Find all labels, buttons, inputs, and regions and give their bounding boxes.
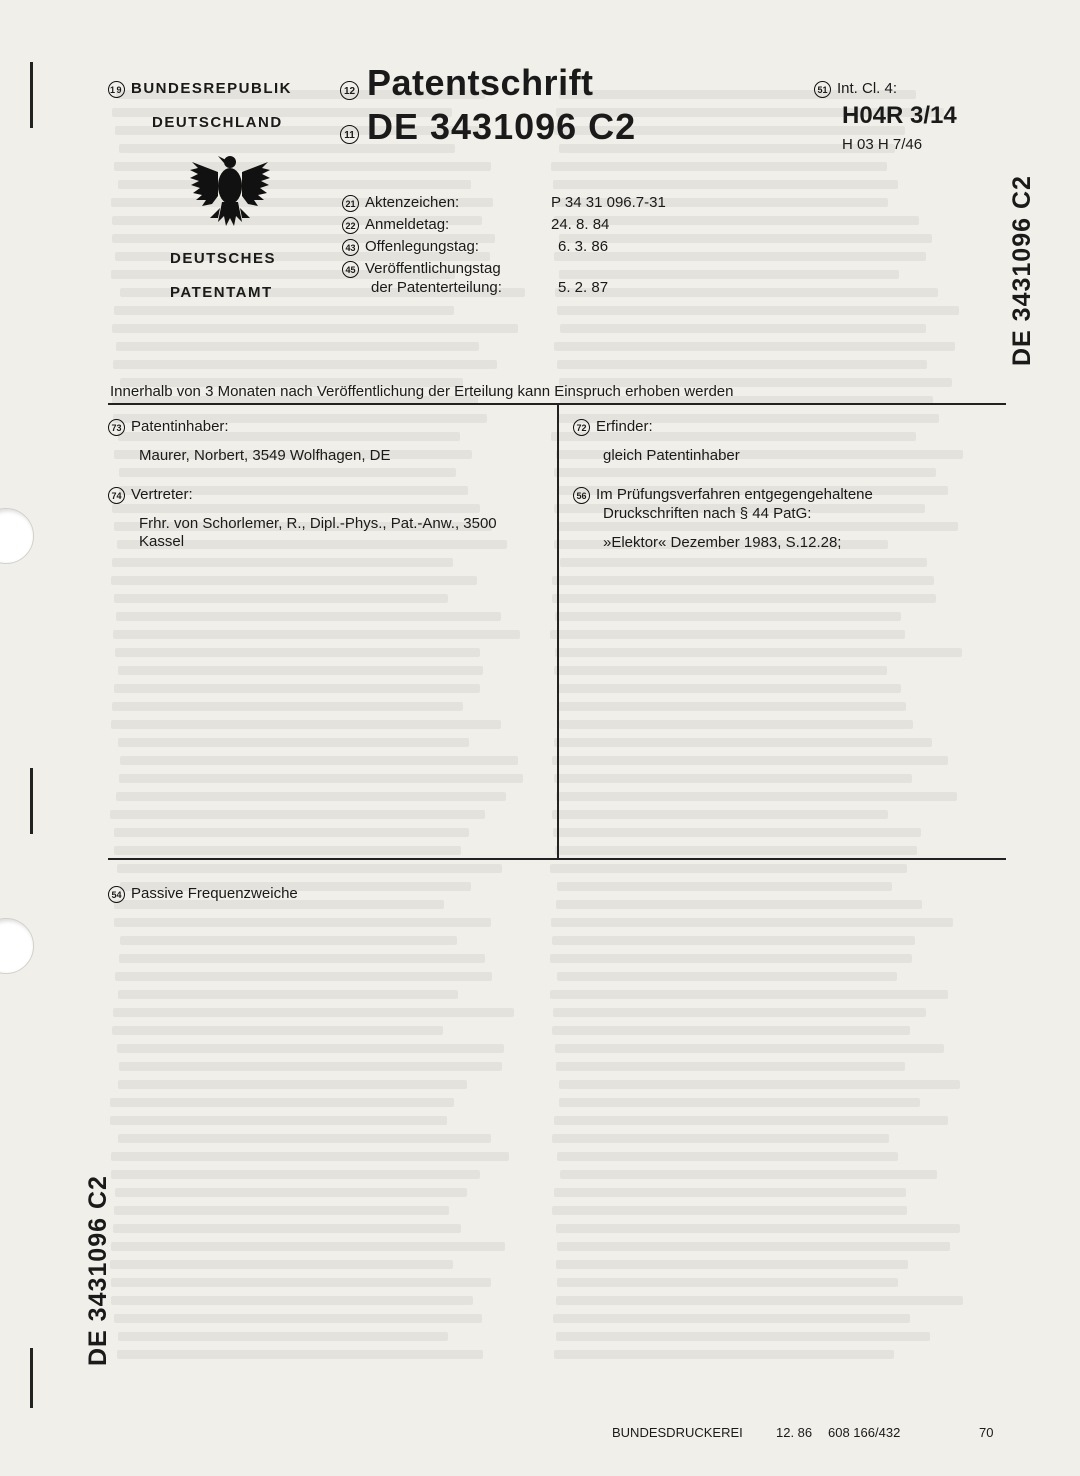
- bleed-line: [114, 1314, 482, 1323]
- bleed-line: [556, 1332, 931, 1341]
- bleed-line: [114, 828, 470, 837]
- bleed-line: [115, 648, 480, 657]
- binder-mark: [30, 1348, 33, 1408]
- bleed-line: [559, 234, 932, 243]
- bleed-line: [552, 936, 914, 945]
- bleed-line: [111, 576, 477, 585]
- bleed-line: [557, 1242, 950, 1251]
- date-row-45-line2: der Patenterteilung:: [371, 279, 502, 296]
- bleed-line: [550, 990, 948, 999]
- int-cl-label: 51 Int. Cl. 4:: [814, 80, 897, 98]
- bleed-line: [557, 684, 902, 693]
- bleed-line: [560, 1170, 937, 1179]
- office-line1: DEUTSCHES: [170, 250, 277, 267]
- bleed-line: [553, 1314, 910, 1323]
- cited-label-line2: Druckschriften nach § 44 PatG:: [603, 505, 812, 522]
- divider: [108, 858, 1006, 860]
- bleed-line: [113, 1224, 461, 1233]
- bleed-line: [559, 720, 913, 729]
- bleed-line: [114, 1206, 449, 1215]
- date-row-21: 21 Aktenzeichen:: [342, 194, 459, 212]
- federal-eagle-emblem: [188, 152, 272, 232]
- bleed-line: [552, 1206, 908, 1215]
- bleed-line: [557, 972, 897, 981]
- bleed-line: [110, 810, 484, 819]
- bleed-line: [555, 612, 901, 621]
- bleed-line: [112, 324, 518, 333]
- bleed-line: [550, 954, 911, 963]
- bleed-line: [556, 792, 958, 801]
- int-cl-secondary: H 03 H 7/46: [842, 136, 923, 153]
- punch-hole: [0, 508, 34, 564]
- bleed-line: [115, 1188, 467, 1197]
- bleed-line: [552, 1026, 910, 1035]
- bleed-line: [113, 630, 519, 639]
- bleed-line: [110, 1260, 453, 1269]
- bleed-line: [560, 558, 927, 567]
- bleed-line: [552, 1134, 889, 1143]
- bleed-line: [554, 468, 936, 477]
- holder-value: Maurer, Norbert, 3549 Wolfhagen, DE: [139, 447, 391, 464]
- reverse-side-bleed: [110, 80, 970, 1370]
- bleed-line: [554, 342, 955, 351]
- bleed-line: [114, 162, 491, 171]
- date-row-43: 43 Offenlegungstag:: [342, 238, 479, 256]
- bleed-line: [550, 864, 906, 873]
- bleed-line: [552, 810, 889, 819]
- binder-mark: [30, 768, 33, 834]
- bleed-line: [553, 180, 898, 189]
- country-line2: DEUTSCHLAND: [152, 114, 283, 131]
- holder-label: 73 Patentinhaber:: [108, 418, 229, 436]
- bleed-line: [112, 702, 463, 711]
- date-row-22: 22 Anmeldetag:: [342, 216, 449, 234]
- bleed-line: [114, 594, 448, 603]
- bleed-line: [112, 504, 480, 513]
- bleed-line: [117, 1350, 483, 1359]
- bleed-line: [550, 630, 905, 639]
- bleed-line: [116, 792, 506, 801]
- int-cl-main: H04R 3/14: [842, 102, 957, 129]
- punch-hole: [0, 918, 34, 974]
- bleed-line: [120, 756, 519, 765]
- bleed-line: [114, 918, 491, 927]
- bleed-line: [554, 1116, 948, 1125]
- bleed-line: [556, 1260, 908, 1269]
- bleed-line: [111, 1278, 491, 1287]
- bleed-line: [553, 828, 922, 837]
- bleed-line: [119, 1062, 502, 1071]
- bleed-line: [116, 612, 500, 621]
- bleed-line: [559, 1098, 920, 1107]
- bleed-line: [551, 918, 953, 927]
- office-line2: PATENTAMT: [170, 284, 273, 301]
- bleed-line: [118, 666, 483, 675]
- bleed-line: [111, 1242, 504, 1251]
- footer-date: 12. 86: [776, 1425, 813, 1440]
- bleed-line: [554, 252, 926, 261]
- bleed-line: [552, 756, 948, 765]
- bleed-line: [556, 1062, 904, 1071]
- bleed-line: [557, 1278, 898, 1287]
- bleed-line: [556, 1296, 963, 1305]
- bleed-line: [557, 1152, 898, 1161]
- bleed-line: [118, 990, 458, 999]
- bleed-line: [555, 846, 917, 855]
- bleed-line: [554, 1350, 894, 1359]
- side-label-left: DE 3431096 C2: [84, 1175, 112, 1366]
- representative-label: 74 Vertreter:: [108, 486, 193, 504]
- document-number: 11 DE 3431096 C2: [340, 106, 636, 148]
- bleed-line: [111, 1152, 508, 1161]
- bleed-line: [554, 1188, 906, 1197]
- date-value-22: 24. 8. 84: [551, 216, 610, 233]
- bleed-line: [112, 1026, 444, 1035]
- bleed-line: [555, 648, 962, 657]
- bleed-line: [552, 576, 935, 585]
- bleed-line: [118, 1080, 466, 1089]
- bleed-line: [555, 1044, 944, 1053]
- bleed-line: [118, 180, 471, 189]
- bleed-line: [557, 702, 906, 711]
- column-divider: [557, 404, 559, 859]
- bleed-line: [557, 522, 958, 531]
- bleed-line: [117, 864, 502, 873]
- bleed-line: [552, 594, 936, 603]
- bleed-line: [120, 936, 457, 945]
- bleed-line: [114, 684, 480, 693]
- bleed-line: [119, 774, 523, 783]
- bleed-line: [556, 900, 922, 909]
- bleed-line: [118, 1332, 449, 1341]
- objection-notice: Innerhalb von 3 Monaten nach Veröffentlichung der Erteilung kann Einspruch erhoben werden: [110, 383, 734, 400]
- bleed-line: [116, 342, 480, 351]
- bleed-line: [118, 738, 470, 747]
- bleed-line: [119, 954, 486, 963]
- bleed-line: [111, 1170, 481, 1179]
- cited-value: »Elektor« Dezember 1983, S.12.28;: [603, 534, 842, 551]
- bleed-line: [555, 288, 938, 297]
- bleed-line: [554, 666, 887, 675]
- bleed-line: [114, 306, 454, 315]
- bleed-line: [556, 1224, 960, 1233]
- bleed-line: [557, 360, 927, 369]
- bleed-line: [551, 162, 888, 171]
- invention-title: 54 Passive Frequenzweiche: [108, 885, 298, 903]
- bleed-line: [557, 882, 892, 891]
- footer-number: 608 166/432: [828, 1425, 901, 1440]
- bleed-line: [113, 1008, 515, 1017]
- date-row-45: 45 Veröffentlichungstag: [342, 260, 501, 278]
- date-value-43: 6. 3. 86: [558, 238, 609, 255]
- cited-label: 56 Im Prüfungsverfahren entgegengehaltene: [573, 486, 873, 504]
- bleed-line: [557, 306, 960, 315]
- footer-printer: BUNDESDRUCKEREI: [612, 1425, 743, 1440]
- footer-page: 70: [979, 1425, 994, 1440]
- binder-mark: [30, 62, 33, 128]
- bleed-line: [119, 468, 455, 477]
- bleed-line: [113, 360, 497, 369]
- bleed-line: [560, 324, 927, 333]
- date-value-45: 5. 2. 87: [558, 279, 609, 296]
- bleed-line: [553, 1008, 926, 1017]
- document-type: 12 Patentschrift: [340, 62, 594, 104]
- date-value-21: P 34 31 096.7-31: [551, 194, 666, 211]
- bleed-line: [110, 1098, 453, 1107]
- bleed-line: [554, 774, 912, 783]
- bleed-line: [111, 720, 500, 729]
- country-line1: 19 BUNDESREPUBLIK: [109, 80, 293, 97]
- bleed-line: [114, 846, 461, 855]
- bleed-line: [110, 1116, 447, 1125]
- bleed-line: [559, 1080, 960, 1089]
- bleed-line: [112, 558, 453, 567]
- side-label-right: DE 3431096 C2: [1008, 175, 1036, 366]
- representative-value-line2: Kassel: [139, 533, 185, 550]
- bleed-line: [559, 270, 899, 279]
- bleed-line: [117, 1044, 504, 1053]
- inventor-label: 72 Erfinder:: [573, 418, 653, 436]
- representative-value-line1: Frhr. von Schorlemer, R., Dipl.-Phys., Pat.-Anw., 3500: [139, 515, 497, 532]
- bleed-line: [554, 738, 932, 747]
- bleed-line: [111, 1296, 473, 1305]
- inventor-value: gleich Patentinhaber: [603, 447, 740, 464]
- bleed-line: [118, 1134, 491, 1143]
- bleed-line: [115, 972, 492, 981]
